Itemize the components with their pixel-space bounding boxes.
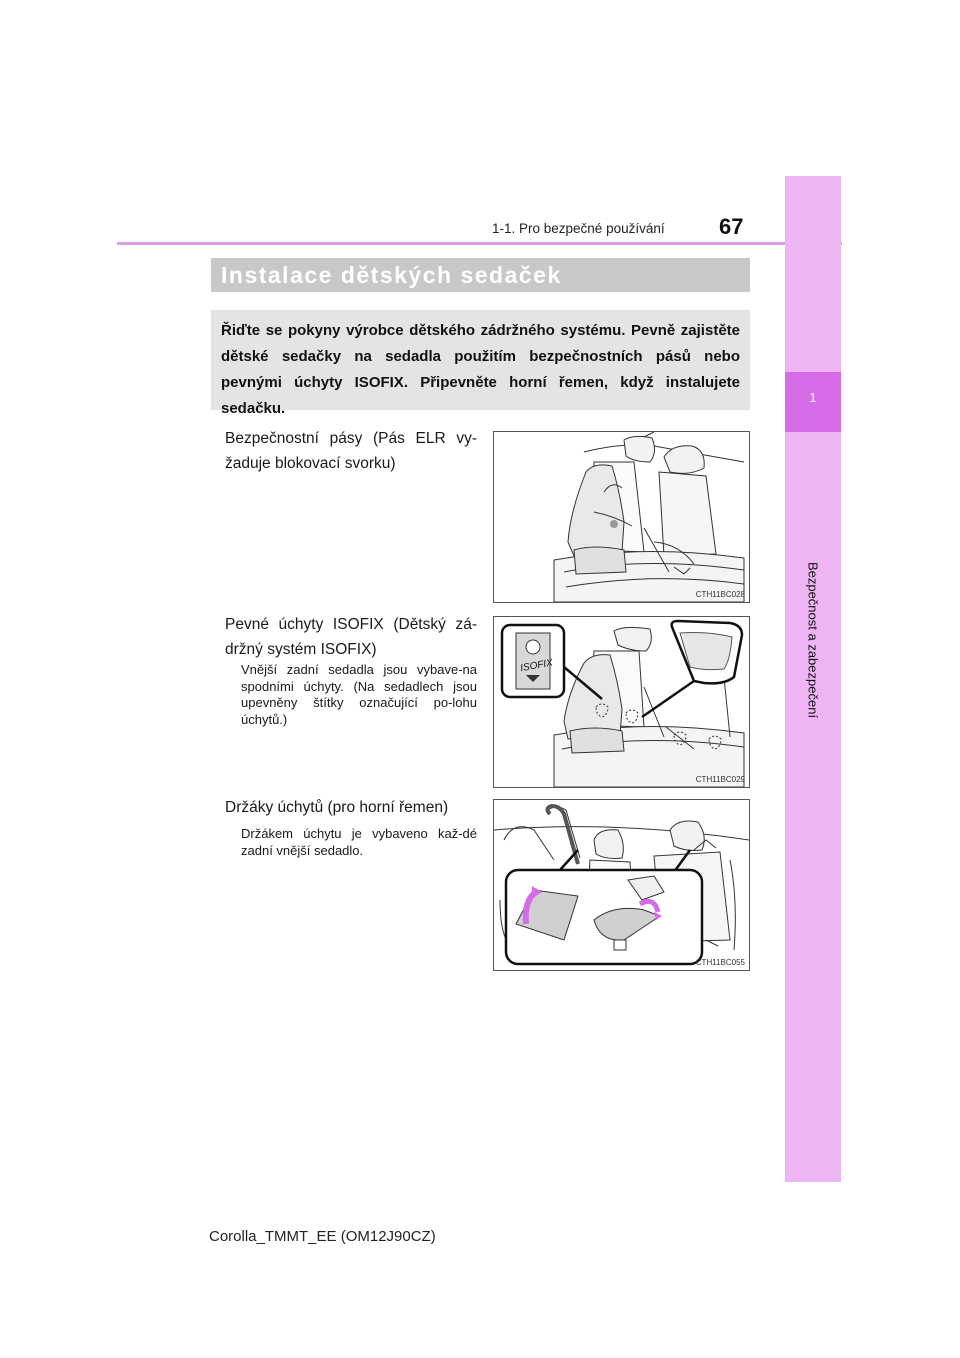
header-rule (117, 242, 842, 245)
item-anchor-brackets-title: Držáky úchytů (pro horní řemen) (225, 799, 449, 816)
item-seatbelt-title: Bezpečnostní pásy (Pás ELR vy-žaduje blokovací svorku) (225, 430, 477, 472)
item-isofix-title: Pevné úchyty ISOFIX (Dětský zá-držný systém ISOFIX) (225, 616, 477, 658)
figure-code: CTH11BC029 (695, 775, 745, 784)
figure-isofix (493, 616, 750, 788)
page-number: 67 (719, 214, 744, 239)
figure-code: CTH11BC028 (695, 590, 745, 599)
seatbelt-illustration (494, 432, 749, 602)
figure-anchor-brackets (493, 799, 750, 971)
section-title: 1-1. Pro bezpečné používání (492, 221, 665, 236)
anchor-brackets-illustration (494, 800, 749, 970)
item-isofix-description: Vnější zadní sedadla jsou vybave-na spodními úchyty. (Na sedadlech jsou upevněny štítky označující po-lohu úchytů.) (241, 662, 477, 727)
isofix-label: ISOFIX (519, 657, 554, 675)
figure-seatbelt (493, 431, 750, 603)
page-title: Instalace dětských sedaček (221, 262, 562, 288)
chapter-number: 1 (809, 390, 817, 405)
isofix-illustration (494, 617, 749, 787)
footer-doc-id: Corolla_TMMT_EE (OM12J90CZ) (209, 1228, 436, 1245)
figure-code: CTH11BC055 (695, 958, 745, 967)
chapter-label: Bezpečnost a zabezpečení (805, 561, 821, 719)
intro-text: Řiďte se pokyny výrobce dětského zádržného systému. Pevně zajistěte dětské sedačky na sedadla použitím bezpečnostních pásů nebo pevnými úchyty ISOFIX. Připevněte horní řemen, když instalujete sedačku. (221, 322, 740, 417)
item-anchor-brackets-description: Držákem úchytu je vybaveno kaž-dé zadní vnější sedadlo. (241, 826, 477, 858)
intro-box (211, 310, 750, 417)
